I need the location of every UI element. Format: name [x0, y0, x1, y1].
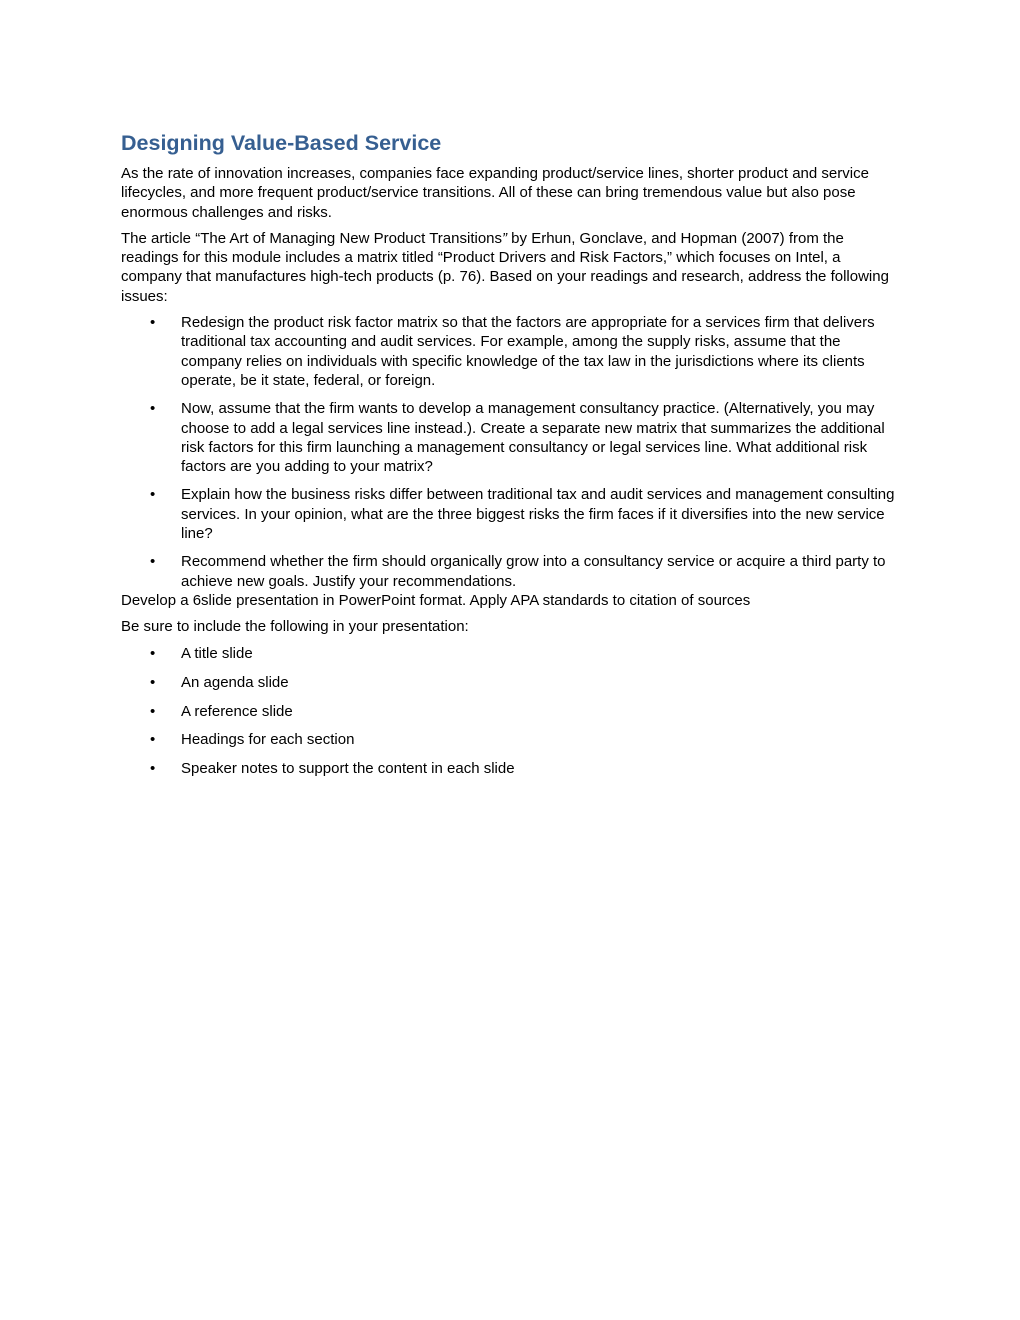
- article-paragraph: [121, 229, 901, 306]
- bullet-icon: •: [150, 400, 156, 418]
- article-paragraph-lead: The article “The Art of Managing New Product Transitions: [121, 229, 503, 247]
- document-title: Designing Value-Based Service: [121, 131, 442, 155]
- presentation-item-text: A reference slide: [181, 702, 293, 720]
- bullet-icon: •: [150, 314, 156, 332]
- list-item: [121, 673, 901, 692]
- issue-text: Recommend whether the firm should organically grow into a consultancy service or acquire a third party to achieve new goals. Justify your recommendations.: [181, 553, 886, 590]
- presentation-item-text: An agenda slide: [181, 673, 289, 691]
- bullet-icon: •: [150, 760, 156, 778]
- list-item: [121, 313, 901, 390]
- presentation-items-list: [121, 644, 901, 779]
- bullet-icon: •: [150, 731, 156, 749]
- bullet-icon: •: [150, 553, 156, 571]
- bullet-icon: •: [150, 644, 156, 662]
- issue-text: Now, assume that the firm wants to develop a management consultancy practice. (Alternatively, you may choose to add a legal services line instead.). Create a separate new matrix that summarizes the additional risk factors for this firm launching a management consultancy or legal services line. What additional risk factors are you adding to your matrix?: [181, 400, 885, 476]
- list-item: [121, 644, 901, 663]
- list-item: [121, 552, 901, 591]
- list-item: [121, 399, 901, 476]
- bullet-icon: •: [150, 702, 156, 720]
- issue-text: Explain how the business risks differ between traditional tax and audit services and management consulting services. In your opinion, what are the three biggest risks the firm faces if it diversifies into the new service line?: [181, 486, 895, 543]
- include-paragraph: Be sure to include the following in your presentation:: [121, 618, 469, 636]
- document-page: [121, 128, 901, 788]
- article-paragraph-rest: by Erhun, Gonclave, and Hopman (2007) from the readings for this module includes a matrix titled “Product Drivers and Risk Factors,” which focuses on Intel, a company that manufactures high-tech products (p. 76). Based on your readings and research, address the following issues:: [121, 229, 889, 305]
- bullet-icon: •: [150, 486, 156, 504]
- presentation-item-text: Headings for each section: [181, 731, 355, 749]
- list-item: [121, 759, 901, 778]
- issues-list: [121, 313, 901, 591]
- intro-paragraph: As the rate of innovation increases, companies face expanding product/service lines, shorter product and service lifecycles, and more frequent product/service transitions. All of these can bring tremendous value but also pose enormous challenges and risks.: [121, 165, 869, 221]
- list-item: [121, 485, 901, 543]
- bullet-icon: •: [150, 673, 156, 691]
- list-item: [121, 702, 901, 721]
- issue-text: Redesign the product risk factor matrix so that the factors are appropriate for a services firm that delivers traditional tax accounting and audit services. For example, among the supply risks, assume that the company relies on individuals with specific knowledge of the tax law in the jurisdictions where its clients operate, be it state, federal, or foreign.: [181, 314, 875, 389]
- article-italic-quote: ”: [502, 229, 508, 247]
- presentation-item-text: A title slide: [181, 644, 253, 662]
- develop-paragraph: Develop a 6slide presentation in PowerPoint format. Apply APA standards to citation of sources: [121, 591, 751, 609]
- presentation-item-text: Speaker notes to support the content in each slide: [181, 760, 515, 778]
- list-item: [121, 730, 901, 749]
